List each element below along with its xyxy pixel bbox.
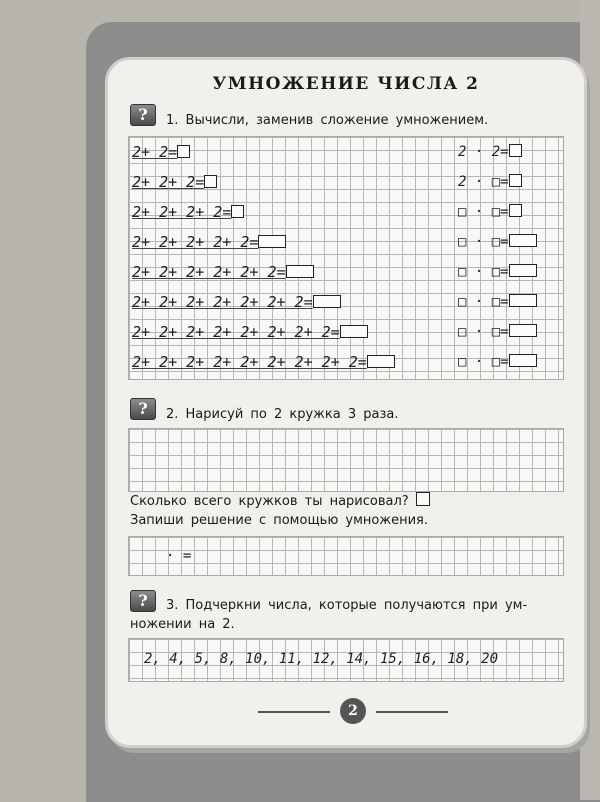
sum-expression [132,263,314,281]
sum-expression [132,353,395,371]
sum-text: 2+ 2+ 2+ 2+ 2+ 2+ 2+ 2+ 2= [132,353,367,371]
task3-text-line1: 3. Подчеркни числа, которые получаются при ум- [166,598,528,613]
page-number-line-right [376,711,448,713]
task2-question [130,492,430,509]
sum-text: 2+ 2+ 2+ 2+ 2+ 2= [132,263,286,281]
answer-box[interactable] [509,144,522,157]
answer-box[interactable] [509,234,537,247]
question-icon: ? [130,590,156,612]
multiplication-expression [458,324,537,340]
answer-box[interactable] [286,265,314,278]
multiplication-expression [458,234,537,250]
multiplication-expression [458,294,537,310]
answer-box[interactable] [509,174,522,187]
answer-box[interactable] [313,295,341,308]
multiplication-expression [458,354,537,370]
multiplication-expression [458,174,522,190]
question-icon: ? [130,398,156,420]
page-number: 2 [340,698,366,724]
multiplication-text: □ · □= [458,234,509,250]
sum-text: 2+ 2+ 2= [132,173,205,191]
answer-box[interactable] [367,355,395,368]
answer-box[interactable] [204,175,217,188]
answer-box[interactable] [509,294,537,307]
multiplication-text: □ · □= [458,294,509,310]
task2-text: 2. Нарисуй по 2 кружка 3 раза. [166,407,399,422]
sum-expression [132,203,244,221]
sum-expression [132,323,368,341]
task2-drawing-grid[interactable] [128,428,564,492]
answer-box[interactable] [177,145,190,158]
page-number-line-left [258,711,330,713]
answer-box[interactable] [509,354,537,367]
multiplication-expression [458,144,522,160]
answer-box[interactable] [416,492,430,506]
task2-formula: · = [166,548,192,564]
task3-text-line2: ножении на 2. [130,617,235,632]
multiplication-text: □ · □= [458,354,509,370]
sum-text: 2+ 2+ 2+ 2= [132,203,232,221]
sum-expression [132,143,190,161]
sum-text: 2+ 2+ 2+ 2+ 2= [132,233,259,251]
sum-expression [132,233,286,251]
task2-question-text: Сколько всего кружков ты нарисовал? [130,494,409,509]
question-icon: ? [130,104,156,126]
answer-box[interactable] [509,264,537,277]
page-title: УМНОЖЕНИЕ ЧИСЛА 2 [212,74,480,94]
multiplication-text: □ · □= [458,204,509,220]
task2-instruction: Запиши решение с помощью умножения. [130,513,428,528]
multiplication-expression [458,264,537,280]
multiplication-text: □ · □= [458,324,509,340]
sum-text: 2+ 2+ 2+ 2+ 2+ 2+ 2= [132,293,313,311]
sum-expression [132,173,217,191]
task3-numbers[interactable]: 2, 4, 5, 8, 10, 11, 12, 14, 15, 16, 18, 20 [144,651,499,667]
task1-text: 1. Вычисли, заменив сложение умножением. [166,113,489,128]
answer-box[interactable] [258,235,286,248]
multiplication-expression [458,204,522,220]
answer-box[interactable] [509,324,537,337]
answer-box[interactable] [509,204,522,217]
answer-box[interactable] [231,205,244,218]
sum-text: 2+ 2= [132,143,178,161]
multiplication-text: □ · □= [458,264,509,280]
sum-text: 2+ 2+ 2+ 2+ 2+ 2+ 2+ 2= [132,323,340,341]
answer-box[interactable] [340,325,368,338]
task2-solution-grid[interactable] [128,536,564,576]
workbook-page [108,60,584,745]
multiplication-text: 2 · □= [458,174,509,190]
multiplication-text: 2 · 2= [458,144,509,160]
sum-expression [132,293,341,311]
